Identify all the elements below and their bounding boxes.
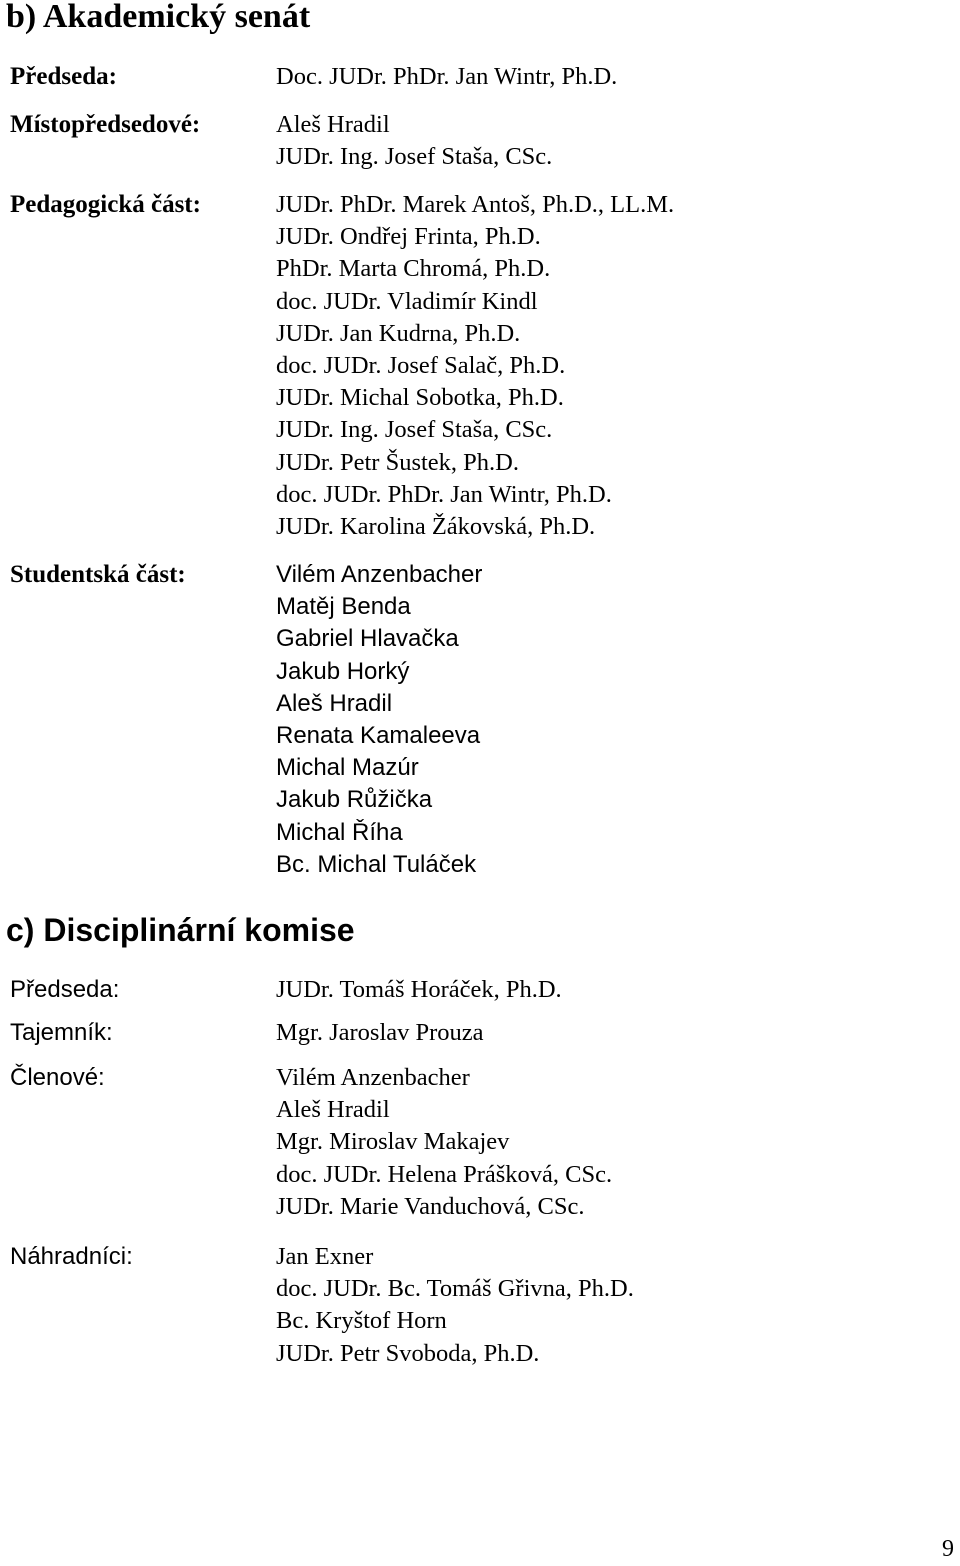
name-entry: JUDr. Ing. Josef Staša, CSc. <box>276 416 553 444</box>
committee-secretary-names <box>276 1017 484 1049</box>
name-entry: Jakub Horký <box>276 657 410 685</box>
name-entry: JUDr. Karolina Žákovská, Ph.D. <box>276 513 596 541</box>
senate-students-label: Studentská část: <box>10 561 186 588</box>
committee-secretary-label: Tajemník: <box>10 1019 113 1046</box>
name-entry: PhDr. Marta Chromá, Ph.D. <box>276 255 551 283</box>
name-entry: JUDr. Petr Svoboda, Ph.D. <box>276 1339 540 1367</box>
section-heading-disciplinary-committee: c) Disciplinární komise <box>6 912 355 948</box>
section-heading-academic-senate: b) Akademický senát <box>6 0 311 35</box>
name-entry: JUDr. PhDr. Marek Antoš, Ph.D., LL.M. <box>276 191 675 218</box>
name-entry: Bc. Michal Tuláček <box>276 850 477 878</box>
name-entry: doc. JUDr. Helena Prášková, CSc. <box>276 1160 613 1188</box>
name-entry: doc. JUDr. Bc. Tomáš Gřivna, Ph.D. <box>276 1275 634 1303</box>
name-entry: Gabriel Hlavačka <box>276 625 459 653</box>
name-entry: Mgr. Miroslav Makajev <box>276 1128 510 1156</box>
name-entry: Vilém Anzenbacher <box>276 561 483 588</box>
senate-pedagogical-names <box>276 189 674 543</box>
name-entry: Vilém Anzenbacher <box>276 1064 470 1091</box>
name-entry: Aleš Hradil <box>276 689 393 717</box>
name-entry: JUDr. Michal Sobotka, Ph.D. <box>276 384 564 412</box>
name-entry: Doc. JUDr. PhDr. Jan Wintr, Ph.D. <box>276 63 618 90</box>
name-entry: Michal Říha <box>276 818 403 846</box>
name-entry: JUDr. Tomáš Horáček, Ph.D. <box>276 976 562 1003</box>
name-entry: Jan Exner <box>276 1243 374 1270</box>
name-entry: Mgr. Jaroslav Prouza <box>276 1019 484 1046</box>
name-entry: Matěj Benda <box>276 593 411 621</box>
name-entry: JUDr. Jan Kudrna, Ph.D. <box>276 319 521 347</box>
name-entry: Renata Kamaleeva <box>276 722 481 750</box>
name-entry: doc. JUDr. PhDr. Jan Wintr, Ph.D. <box>276 480 612 508</box>
committee-members-names <box>276 1062 612 1223</box>
committee-chair-names <box>276 974 562 1006</box>
name-entry: doc. JUDr. Josef Salač, Ph.D. <box>276 352 566 380</box>
senate-students-names <box>276 559 482 881</box>
name-entry: doc. JUDr. Vladimír Kindl <box>276 287 538 315</box>
name-entry: JUDr. Marie Vanduchová, CSc. <box>276 1192 585 1220</box>
senate-chair-names <box>276 61 617 93</box>
name-entry: JUDr. Ing. Josef Staša, CSc. <box>276 143 553 171</box>
name-entry: JUDr. Ondřej Frinta, Ph.D. <box>276 223 541 251</box>
page-number: 9 <box>942 1536 954 1562</box>
name-entry: Michal Mazúr <box>276 754 419 782</box>
committee-substitutes-label: Náhradníci: <box>10 1243 133 1270</box>
committee-substitutes-names <box>276 1241 634 1370</box>
name-entry: Aleš Hradil <box>276 111 390 138</box>
senate-vice-chairs-label: Místopředsedové: <box>10 111 201 138</box>
committee-chair-label: Předseda: <box>10 976 120 1003</box>
name-entry: Jakub Růžička <box>276 786 433 814</box>
name-entry: Aleš Hradil <box>276 1096 390 1124</box>
senate-vice-chairs-names <box>276 109 552 173</box>
senate-pedagogical-label: Pedagogická část: <box>10 191 201 218</box>
senate-chair-label: Předseda: <box>10 63 117 90</box>
committee-members-label: Členové: <box>10 1064 105 1091</box>
name-entry: Bc. Kryštof Horn <box>276 1307 447 1335</box>
name-entry: JUDr. Petr Šustek, Ph.D. <box>276 448 519 476</box>
